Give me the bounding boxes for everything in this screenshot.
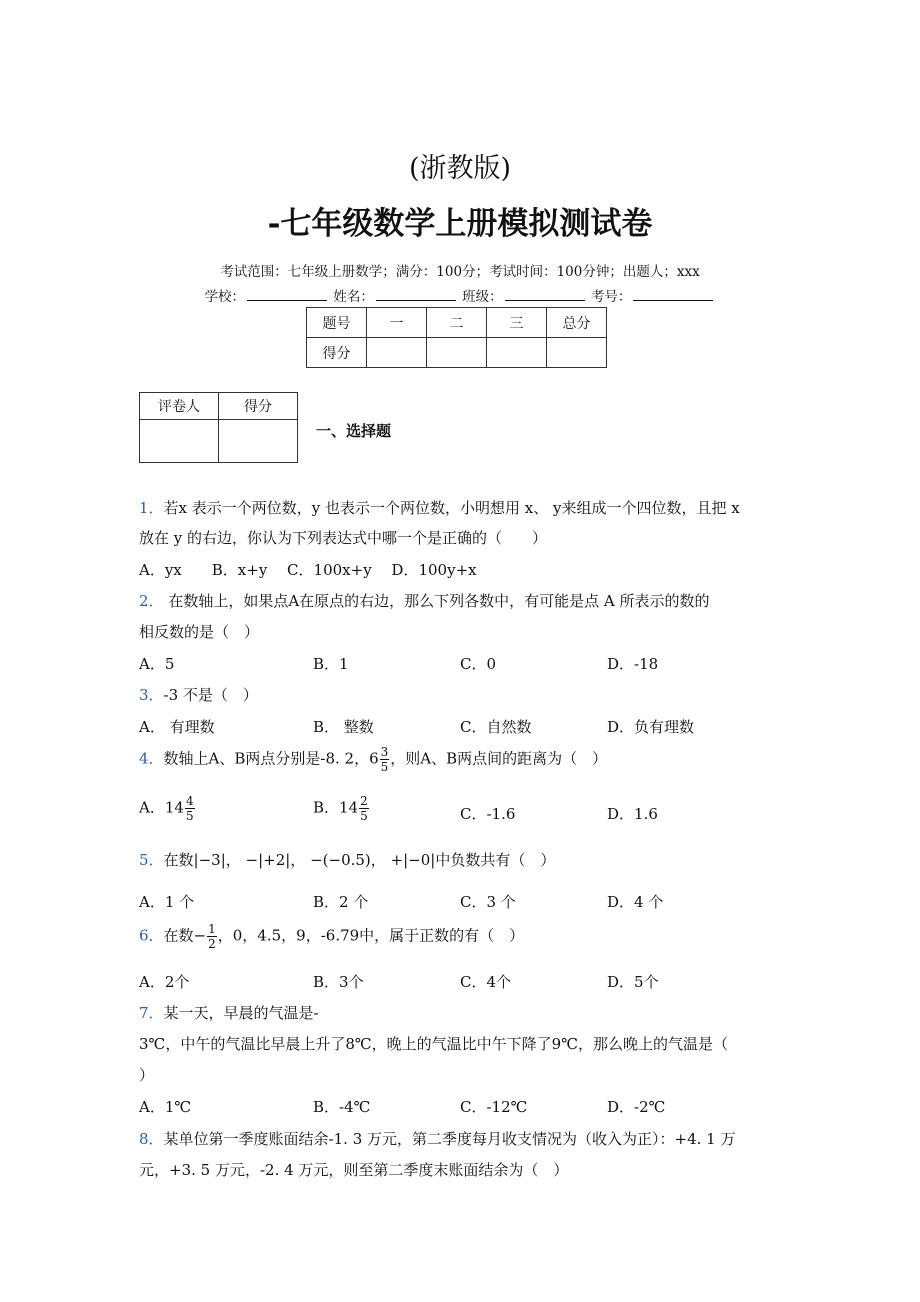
denominator: 5 [360,809,368,823]
option-d: D．4 个 [607,893,664,911]
school-label: 学校： [204,289,246,305]
grader-score-header: 得分 [219,393,298,420]
score-table [306,307,607,368]
question-text: 某一天，早晨的气温是- [163,1004,319,1022]
option-a [139,794,196,823]
score-cell: 二 [427,308,487,338]
question-7-line-2: 3℃，中午的气温比早晨上升了8℃，晚上的气温比中午下降了9℃，那么晚上的气温是（ [139,1035,728,1053]
option-b: B．3个 [313,973,364,991]
fraction [380,745,390,774]
question-6-line [139,922,524,951]
question-text: 某单位第一季度账面结余-1. 3 万元，第二季度每月收支情况为（收入为正）：+4. 1 万 [163,1130,736,1148]
question-7-line-1 [139,1002,319,1023]
question-number: 4． [139,749,164,768]
grader-header: 评卷人 [140,393,219,420]
question-1-options: A．yx B．x+y C．100x+y D．100y+x [139,561,477,579]
denominator: 5 [380,760,389,774]
score-cell: 总分 [547,308,607,338]
score-input-cell[interactable] [487,338,547,368]
score-header-row [307,308,607,338]
question-text: ，则A、B两点间的距离为（ ） [390,749,608,768]
option-a: A．5 [139,655,175,673]
exam-number-blank[interactable] [633,288,713,301]
edition-label: (浙教版) [408,153,512,184]
option-d: D．5个 [607,973,659,991]
class-label: 班级： [462,289,503,305]
denominator: 2 [208,937,216,951]
question-number: 6． [139,926,164,945]
option-d: D．-18 [607,655,659,673]
question-text: 在数− [163,926,207,945]
question-2-line-1 [139,590,710,611]
option-a: A． 有理数 [139,718,215,736]
option-a: A．2个 [139,973,190,991]
fraction [207,922,217,951]
option-c: C．3 个 [460,893,516,911]
question-number: 1． [139,499,164,517]
score-cell: 三 [487,308,547,338]
option-label: B． [313,798,340,817]
option-c: C．0 [460,655,497,673]
numerator: 3 [380,745,389,759]
option-a: A．1 个 [139,893,195,911]
question-1-line-1 [139,497,740,518]
fraction [359,794,369,823]
question-text: -3 不是（ ） [163,686,258,704]
school-blank[interactable] [247,288,327,301]
score-cell: 一 [367,308,427,338]
option-c: C．-1.6 [460,805,516,823]
page-title: -七年级数学上册模拟测试卷 [267,206,653,242]
score-input-cell[interactable] [427,338,487,368]
score-cell: 题号 [307,308,367,338]
option-b: B． 整数 [313,718,374,736]
option-b: B．-4℃ [313,1098,371,1116]
question-text: 在数|−3|， −|+2|， −(−0.5)， +|−0|中负数共有（ ） [163,851,556,869]
option-a: A．1℃ [139,1098,192,1116]
option-label: A． [139,798,165,817]
grader-score-input-cell[interactable] [219,420,298,463]
option-c: C．-12℃ [460,1098,528,1116]
question-text: ，0，4.5，9，-6.79中，属于正数的有（ ） [217,926,525,945]
numerator: 2 [360,794,368,808]
grader-input-cell[interactable] [140,420,219,463]
mixed-whole: 6 [369,749,379,768]
mixed-whole: 14 [164,798,184,817]
fraction [185,794,195,823]
question-3-line [139,684,258,705]
option-b: B．2 个 [313,893,369,911]
question-number: 2． [139,592,164,610]
question-4-line [139,745,607,774]
question-5-line [139,849,555,870]
option-d: D．负有理数 [607,718,695,736]
question-number: 5． [139,851,164,869]
option-b [313,794,370,823]
question-8-line-1 [139,1128,735,1149]
option-d: D．1.6 [607,805,658,823]
question-8-line-2: 元，+3. 5 万元，-2. 4 万元，则至第二季度末账面结余为（ ） [139,1161,569,1179]
option-c: C．自然数 [460,718,532,736]
grader-table [139,392,298,463]
exam-number-label: 考号： [590,289,632,305]
score-input-cell[interactable] [367,338,427,368]
question-text: 数轴上A、B两点分别是-8. 2， [163,749,370,768]
student-fields [0,285,920,305]
mixed-whole: 14 [339,798,359,817]
question-1-line-2: 放在 y 的右边，你认为下列表达式中哪一个是正确的（ ） [139,529,548,547]
option-b: B．1 [313,655,349,673]
score-input-cell[interactable] [547,338,607,368]
score-value-row [307,338,607,368]
class-blank[interactable] [505,288,585,301]
option-d: D．-2℃ [607,1098,666,1116]
question-number: 8． [139,1130,164,1148]
section-title: 一、选择题 [316,422,392,440]
name-blank[interactable] [376,288,456,301]
score-cell: 得分 [307,338,367,368]
numerator: 4 [185,794,194,808]
exam-info: 考试范围：七年级上册数学；满分：100分；考试时间：100分钟；出题人；xxx [220,264,700,280]
question-text: 若x 表示一个两位数，y 也表示一个两位数，小明想用 x、 y来组成一个四位数，且把 x [163,499,740,517]
question-number: 7． [139,1004,164,1022]
numerator: 1 [208,922,216,936]
question-2-line-2: 相反数的是（ ） [139,623,260,641]
denominator: 5 [185,809,194,823]
question-number: 3． [139,686,164,704]
option-c: C．4个 [460,973,512,991]
name-label: 姓名： [333,289,374,305]
question-7-line-3: ） [139,1066,155,1084]
question-text: 在数轴上，如果点A在原点的右边，那么下列各数中，有可能是点 A 所表示的数的 [163,592,710,610]
